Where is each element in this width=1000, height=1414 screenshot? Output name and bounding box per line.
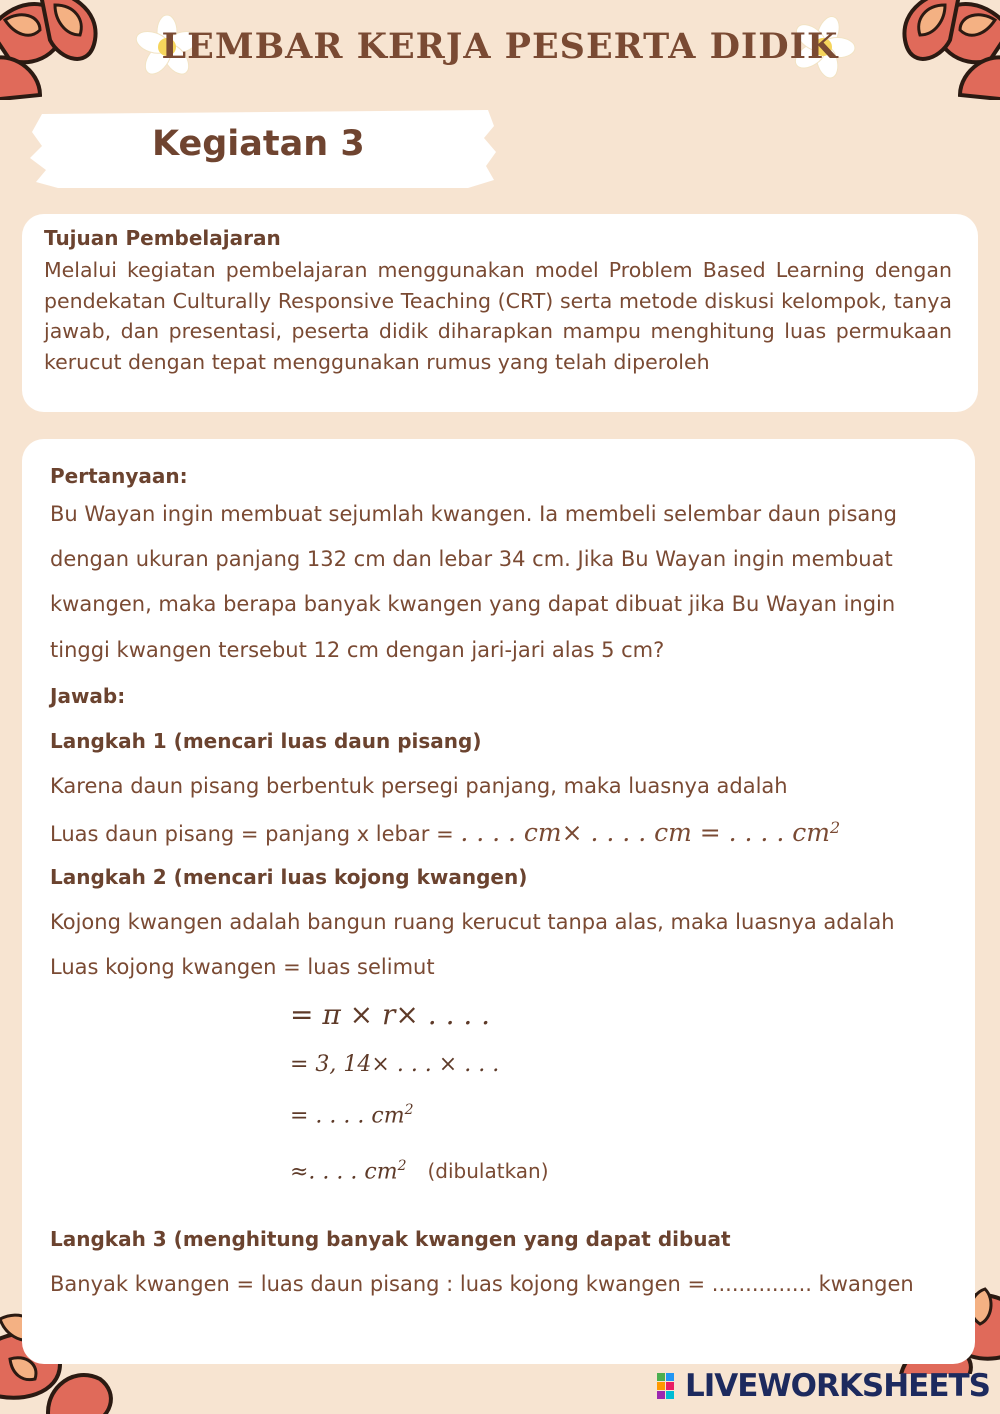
- step1-formula: [50, 818, 840, 847]
- step1-formula-math: . . . . cm× . . . . cm = . . . . cm: [460, 818, 830, 847]
- question-line-1: Bu Wayan ingin membuat sejumlah kwangen. Ia membeli selembar daun pisang: [50, 502, 897, 526]
- objective-text: Melalui kegiatan pembelajaran menggunakan model Problem Based Learning dengan pendekatan Culturally Responsive Teaching (CRT) serta metode diskusi kelompok, tanya jawab, dan presentasi, peserta didik diharapkan mampu menghitung luas permukaan kerucut dengan tepat menggunakan rumus yang telah diperoleh: [44, 258, 952, 374]
- logo-blocks-icon: [657, 1373, 683, 1399]
- step2-title: Langkah 2 (mencari luas kojong kwangen): [50, 865, 528, 889]
- question-card: [22, 439, 975, 1364]
- step2-equation-3-exponent: 2: [404, 1102, 414, 1118]
- step2-equation-4-exponent: 2: [397, 1158, 407, 1174]
- step2-text: Kojong kwangen adalah bangun ruang kerucut tanpa alas, maka luasnya adalah: [50, 910, 895, 934]
- step3-title: Langkah 3 (menghitung banyak kwangen yang dapat dibuat: [50, 1227, 731, 1251]
- step2-formula-label: Luas kojong kwangen = luas selimut: [50, 955, 435, 979]
- page-title: LEMBAR KERJA PESERTA DIDIK: [161, 26, 839, 67]
- step2-equation-1: = π × r× . . . .: [290, 998, 491, 1031]
- step3-text: Banyak kwangen = luas daun pisang : luas kojong kwangen = ............... kwangen: [50, 1272, 914, 1296]
- answer-heading: Jawab:: [50, 684, 126, 708]
- step1-formula-exponent: 2: [829, 818, 841, 837]
- step2-equation-3-text: = . . . . cm: [290, 1103, 405, 1129]
- step2-equation-3: [290, 1102, 413, 1128]
- question-line-2: dengan ukuran panjang 132 cm dan lebar 34 cm. Jika Bu Wayan ingin membuat: [50, 547, 893, 571]
- question-heading: Pertanyaan:: [50, 464, 188, 488]
- question-line-3: kwangen, maka berapa banyak kwangen yang dapat dibuat jika Bu Wayan ingin: [50, 592, 896, 616]
- logo-text: LIVEWORKSHEETS: [685, 1368, 990, 1404]
- section-label: Kegiatan 3: [152, 124, 365, 164]
- step1-text: Karena daun pisang berbentuk persegi panjang, maka luasnya adalah: [50, 774, 788, 798]
- step2-equation-4-text: ≈. . . . cm: [290, 1159, 398, 1185]
- step2-equation-4-note: (dibulatkan): [427, 1159, 549, 1184]
- step2-equation-2: = 3, 14× . . . × . . .: [290, 1052, 500, 1077]
- step2-equation-4: [290, 1158, 549, 1184]
- liveworksheets-logo: [657, 1368, 990, 1404]
- step1-title: Langkah 1 (mencari luas daun pisang): [50, 729, 482, 753]
- step1-formula-label: Luas daun pisang = panjang x lebar =: [50, 822, 461, 846]
- objective-heading: Tujuan Pembelajaran: [44, 226, 281, 250]
- question-line-4: tinggi kwangen tersebut 12 cm dengan jari-jari alas 5 cm?: [50, 638, 665, 662]
